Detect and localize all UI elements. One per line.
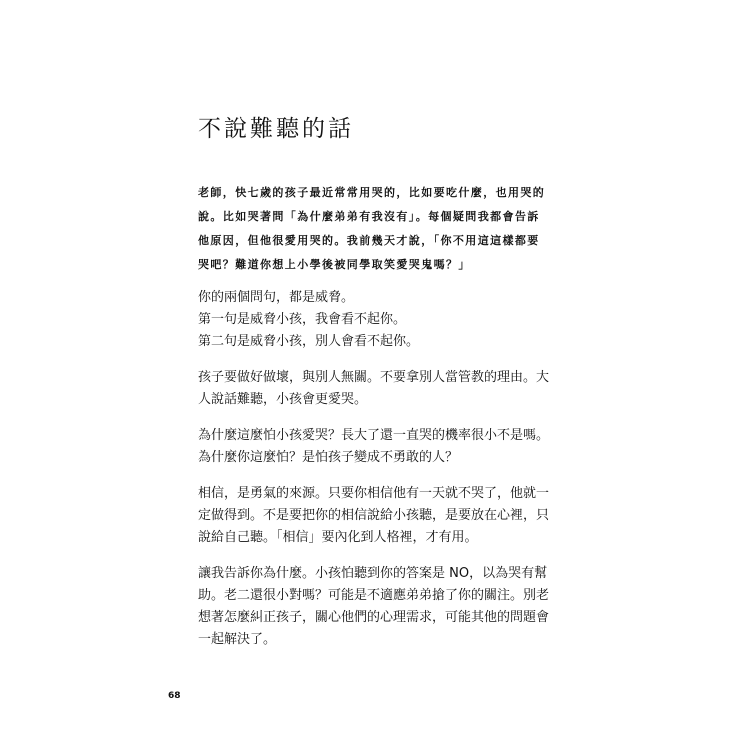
answer-line: 助。老二還很小對嗎？可能是不適應弟弟搶了你的關注。別老: [198, 588, 550, 603]
question-line: 老師，快七歲的孩子最近常常用哭的，比如要吃什麼，也用哭的: [198, 186, 546, 199]
answer-paragraph-2: [198, 367, 558, 411]
reader-question: [198, 181, 558, 277]
answer-line: 為什麼你這麼怕？是怕孩子變成不勇敢的人？: [198, 450, 459, 465]
answer-body: [198, 287, 558, 665]
page-number: 68: [168, 691, 181, 701]
answer-paragraph-3: [198, 425, 558, 469]
answer-line: 你的兩個問句，都是威脅。: [198, 290, 355, 305]
answer-line: 讓我告訴你為什麼。小孩怕聽到你的答案是 NO，以為哭有幫: [198, 566, 548, 581]
question-line: 他原因，但他很愛用哭的。我前幾天才說，「你不用這這樣都要: [198, 234, 540, 247]
answer-paragraph-4: [198, 483, 558, 549]
answer-line: 孩子要做好做壞，與別人無關。不要拿別人當管教的理由。大: [198, 370, 550, 385]
answer-paragraph-5: [198, 563, 558, 651]
answer-line: 為什麼這麼怕小孩愛哭？長大了還一直哭的機率很小不是嗎。: [198, 428, 550, 443]
question-line: 哭吧？難道你想上小學後被同學取笑愛哭鬼嗎？」: [198, 258, 471, 271]
answer-paragraph-1: [198, 287, 558, 353]
question-line: 說。比如哭著問「為什麼弟弟有我沒有」。每個疑問我都會告訴: [198, 210, 540, 223]
answer-line: 想著怎麼糾正孩子，關心他們的心理需求，可能其他的問題會: [198, 610, 550, 625]
answer-line: 人說話難聽，小孩會更愛哭。: [198, 392, 368, 407]
answer-line: 第一句是威脅小孩，我會看不起你。: [198, 312, 407, 327]
answer-line: 說給自己聽。「相信」要內化到人格裡，才有用。: [198, 530, 478, 545]
answer-line: 定做得到。不是要把你的相信說給小孩聽，是要放在心裡，只: [198, 508, 550, 523]
answer-line: 一起解決了。: [198, 632, 277, 647]
answer-line: 第二句是威脅小孩，別人會看不起你。: [198, 334, 420, 349]
chapter-title: 不說難聽的話: [198, 116, 354, 142]
answer-line: 相信，是勇氣的來源。只要你相信他有一天就不哭了，他就一: [198, 486, 550, 501]
